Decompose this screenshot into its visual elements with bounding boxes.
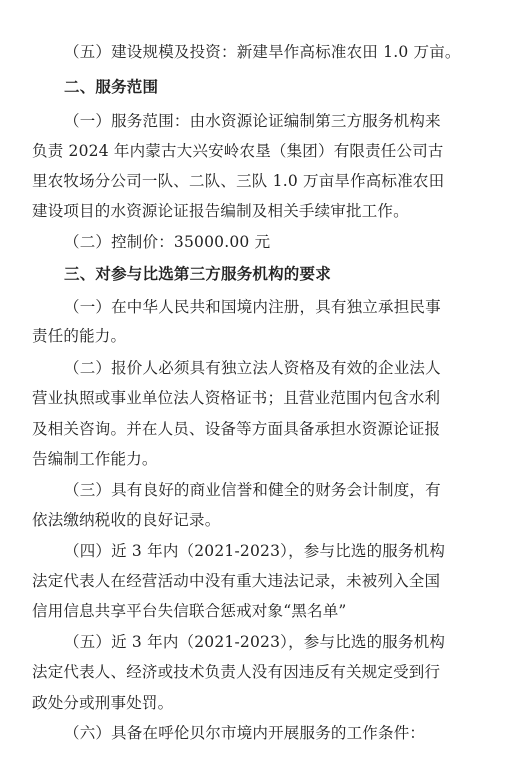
requirement-2-line-4: 告编制工作能力。 xyxy=(32,450,158,468)
paragraph-service-scope-line-4: 建设项目的水资源论证报告编制及相关手续审批工作。 xyxy=(32,202,409,220)
requirement-2-line-3: 及相关咨询。并在人员、设备等方面具备承担水资源论证报 xyxy=(32,420,441,438)
requirement-5-line-3: 政处分或刑事处罚。 xyxy=(32,694,174,712)
paragraph-service-scope-line-1: （一）服务范围：由水资源论证编制第三方服务机构来 xyxy=(64,112,441,130)
paragraph-construction-scale: （五）建设规模及投资：新建旱作高标准农田 1.0 万亩。 xyxy=(64,43,461,61)
requirement-5-line-2: 法定代表人、经济或技术负责人没有因违反有关规定受到行 xyxy=(32,663,441,681)
requirement-6-line-1: （六）具备在呼伦贝尔市境内开展服务的工作条件： xyxy=(64,724,426,742)
requirement-2-line-2: 营业执照或事业单位法人资格证书；且营业范围内包含水利 xyxy=(32,389,441,407)
requirement-4-line-2: 法定代表人在经营活动中没有重大违法记录，未被列入全国 xyxy=(32,572,441,590)
requirement-4-line-3: 信用信息共享平台失信联合惩戒对象“黑名单” xyxy=(32,602,347,620)
section-heading-service-scope: 二、服务范围 xyxy=(64,78,159,96)
paragraph-control-price: （二）控制价：35000.00 元 xyxy=(64,233,271,251)
requirement-2-line-1: （二）报价人必须具有独立法人资格及有效的企业法人 xyxy=(64,359,441,377)
requirement-1-line-1: （一）在中华人民共和国境内注册，具有独立承担民事 xyxy=(64,298,441,316)
paragraph-service-scope-line-2: 负责 2024 年内蒙古大兴安岭农垦（集团）有限责任公司古 xyxy=(32,142,444,160)
section-heading-requirements: 三、对参与比选第三方服务机构的要求 xyxy=(64,265,331,283)
requirement-3-line-2: 依法缴纳税收的良好记录。 xyxy=(32,511,221,529)
requirement-1-line-2: 责任的能力。 xyxy=(32,327,127,345)
paragraph-service-scope-line-3: 里农牧场分公司一队、二队、三队 1.0 万亩旱作高标准农田 xyxy=(32,172,445,190)
requirement-3-line-1: （三）具有良好的商业信誉和健全的财务会计制度，有 xyxy=(64,481,441,499)
requirement-4-line-1: （四）近 3 年内（2021-2023），参与比选的服务机构 xyxy=(64,542,446,560)
requirement-5-line-1: （五）近 3 年内（2021-2023），参与比选的服务机构 xyxy=(64,633,446,651)
